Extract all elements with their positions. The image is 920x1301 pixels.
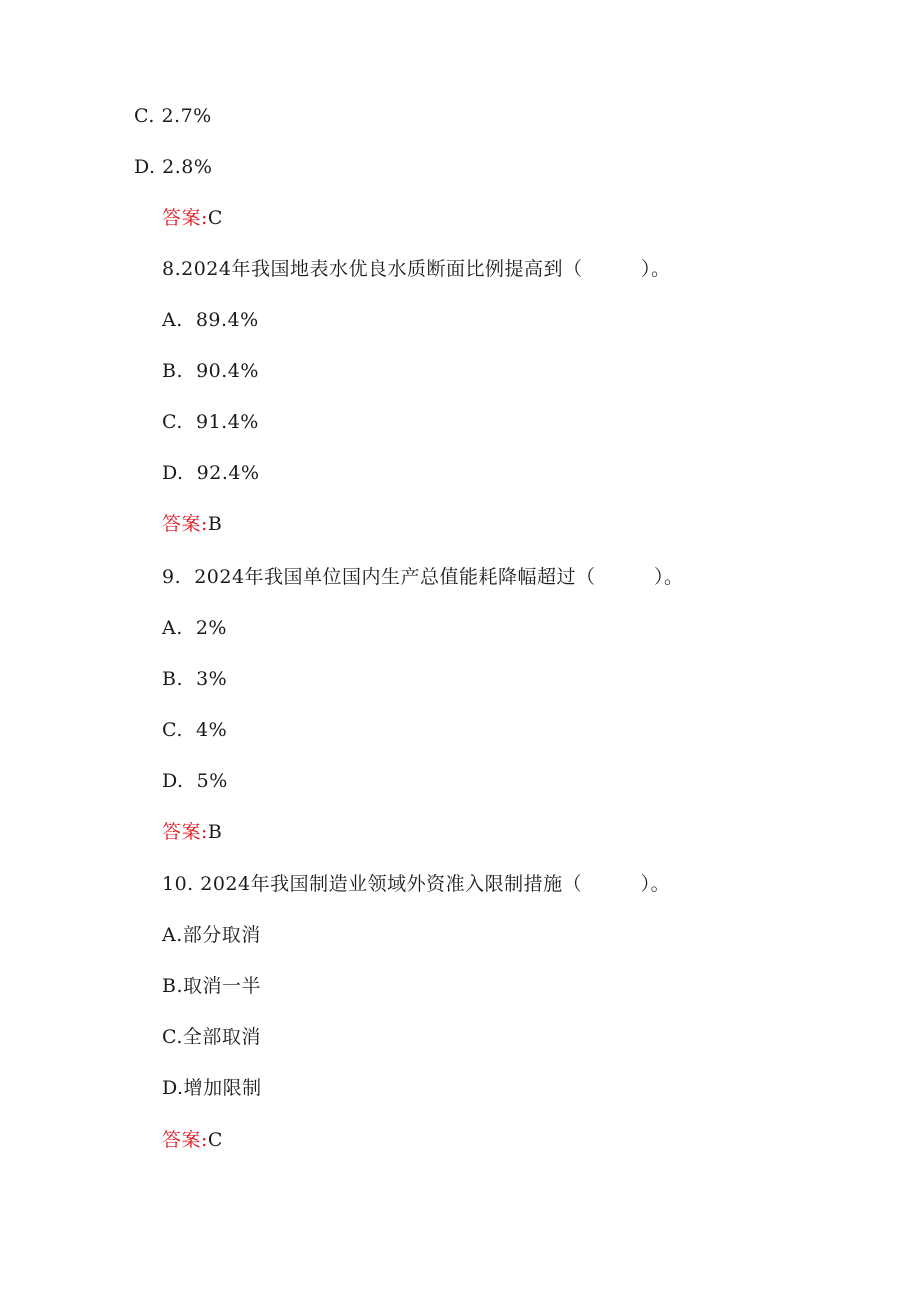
answer-label: 答案: [162,513,208,535]
answer-value: B [207,513,223,535]
question-8-answer [162,512,222,536]
answer-label: 答案: [162,821,208,843]
question-8-stem: 8.2024年我国地表水优良水质断面比例提高到（ ）。 [162,258,671,280]
question-8-option-c: C. 91.4% [162,411,259,433]
answer-value: C [207,207,223,229]
question-10-answer [162,1128,223,1152]
answer-prev [162,206,223,230]
question-8-option-a: A. 89.4% [162,309,259,331]
question-9-option-c: C. 4% [162,719,228,741]
question-9-option-b: B. 3% [162,668,228,690]
question-9-option-a: A. 2% [162,617,227,639]
question-9-option-d: D. 5% [162,770,228,792]
question-10-option-d: D.增加限制 [162,1077,262,1099]
question-9-stem: 9. 2024年我国单位国内生产总值能耗降幅超过（ ）。 [162,566,684,588]
question-8-option-d: D. 92.4% [162,462,260,484]
question-8-option-b: B. 90.4% [162,360,259,382]
answer-label: 答案: [162,207,208,229]
question-10-option-c: C.全部取消 [162,1026,261,1048]
answer-value: B [207,821,223,843]
question-10-option-a: A.部分取消 [162,924,261,946]
answer-value: C [207,1129,223,1151]
option-c-prev: C. 2.7% [134,105,212,127]
answer-label: 答案: [162,1129,208,1151]
question-9-answer [162,820,222,844]
question-10-stem: 10. 2024年我国制造业领域外资准入限制措施（ ）。 [162,873,671,895]
question-10-option-b: B.取消一半 [162,975,262,997]
option-d-prev: D. 2.8% [134,156,213,178]
